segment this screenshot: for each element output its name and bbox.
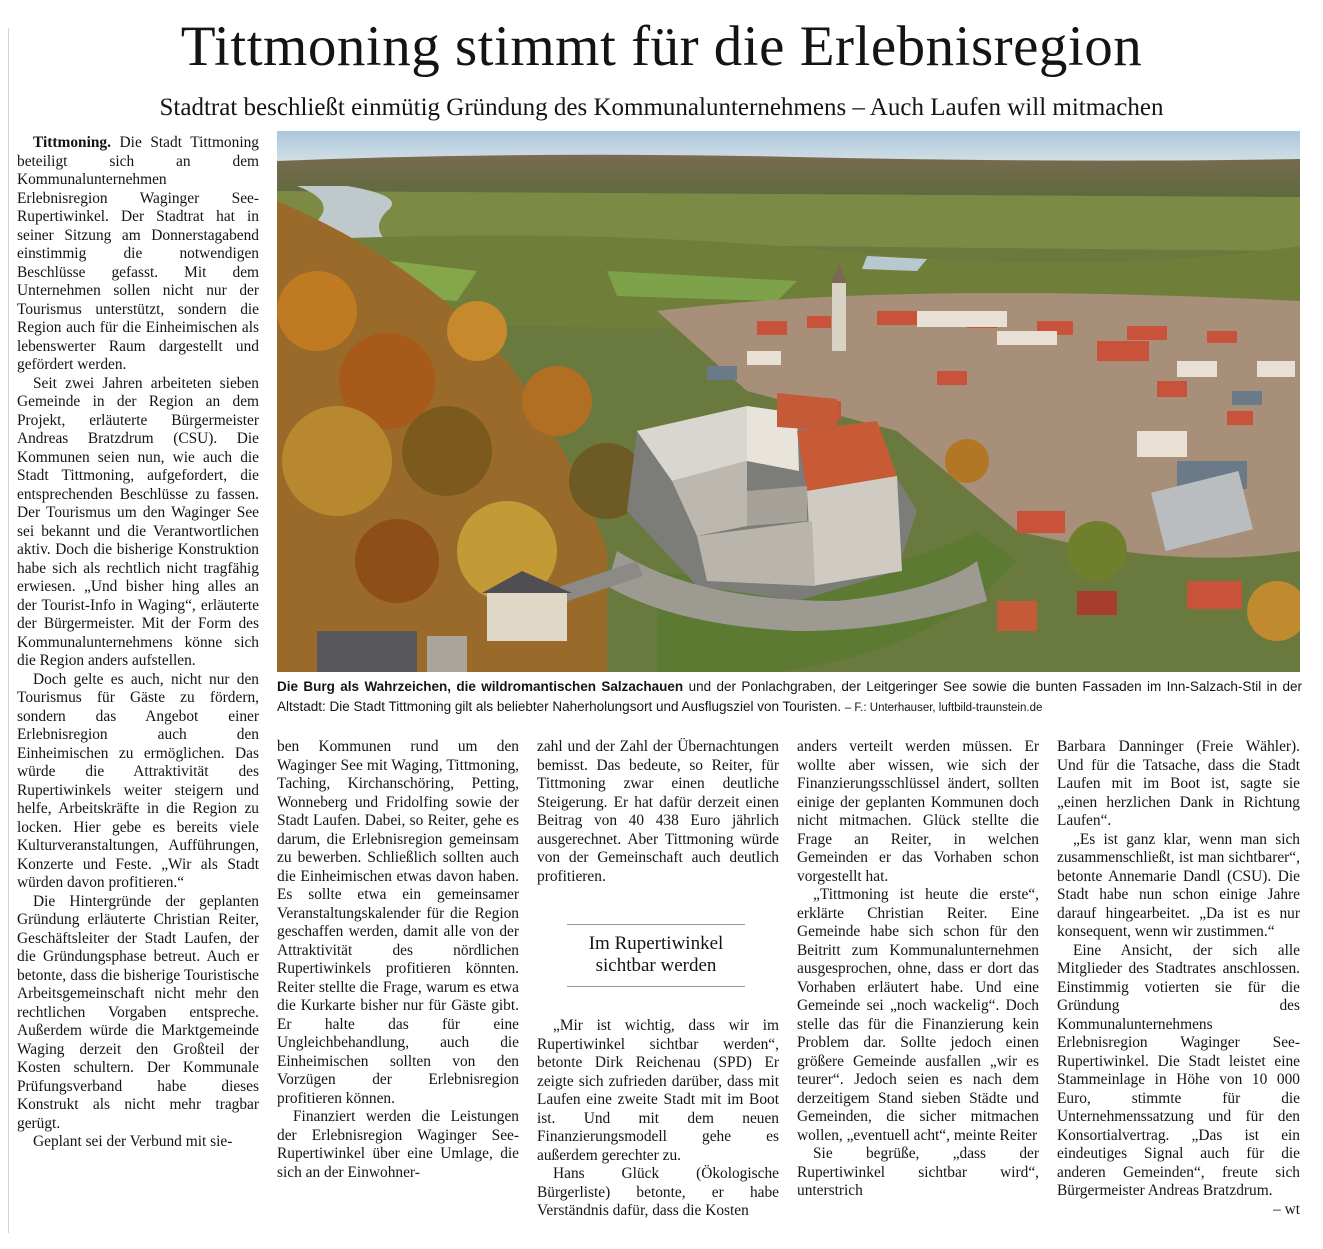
column-2: [277, 738, 519, 1182]
dateline: Tittmoning.: [33, 134, 111, 151]
paragraph: Tittmoning. Die Stadt Tittmoning beteiligt sich an dem Kommunalunternehmen Erlebnisregion Waginger See-Rupertiwinkel. Der Stadtrat hat in seiner Sitzung am Donnerstagabend einstimmig die notwendigen Beschlüsse gefasst. Mit dem Unternehmen sollen nicht nur der Tourismus unterstützt, sondern die Region auch für die Einheimischen als lebenswerter Raum dargestellt und gefördert werden.: [17, 134, 259, 373]
paragraph: Geplant sei der Verbund mit sie-: [33, 1133, 233, 1150]
paragraph: Seit zwei Jahren arbeiteten sieben Gemeinde in der Region an dem Projekt, erläuterte Bürgermeister Andreas Bratzdrum (CSU). Die Kommunen seien nun, wie auch die Stadt Tittmoning, aufgefordert, die entsprechenden Beschlüsse zu fassen. Der Tourismus um den Waginger See sei bekannt und die Verantwortlichen aktiv. Doch die bisherige Konstruktion habe sich als rechtlich nicht tragfähig erwiesen. „Und bisher hing alles an der Tourist-Info in Waging“, erläuterte der Bürgermeister. Mit der Form des Kommunalunternehmens könne sich die Region anders aufstellen.: [17, 374, 259, 669]
paragraph: Finanziert werden die Leistungen der Erlebnisregion Waginger See-Rupertiwinkel über eine Umlage, die sich an der Einwohner-: [277, 1108, 519, 1181]
headline: Tittmoning stimmt für die Erlebnisregion: [180, 15, 1143, 78]
divider: [567, 986, 745, 987]
divider: [567, 924, 745, 925]
paragraph: Doch gelte es auch, nicht nur den Tourismus für Gäste zu fördern, sondern das Angebot einer Erlebnisregion auch den Einheimischen zu ermöglichen. Das würde die Attraktivität des Rupertiwinkels weiter steigern und helfe, Arbeitskräfte in die Region zu locken. Hier gebe es bereits viele Kulturveranstaltungen, Aufführungen, Konzerte und Feste. „Wir als Stadt würden davon profitieren.“: [17, 670, 259, 891]
subheading-box: [567, 924, 745, 987]
caption-bold: Die Burg als Wahrzeichen, die wildromantischen Salzachauen: [277, 679, 684, 694]
page-edge-line: [8, 28, 9, 1233]
paragraph: anders verteilt werden müssen. Er wollte aber wissen, wie sich der Finanzierungsschlüssel ändert, sollten einige der geplanten Kommunen doch nicht mitmachen. Glück stellte die Frage an Reiter, in welchen Gemeinden er das Vorhaben schon vorgestellt hat.: [797, 738, 1039, 885]
paragraph: Sie begrüße, „dass der Rupertiwinkel sichtbar wird“, unterstrich: [797, 1145, 1039, 1199]
paragraph: zahl und der Zahl der Übernachtungen bemisst. Das bedeute, so Reiter, für Tittmoning zwar einen deutliche Steigerung. Er hat dafür derzeit einen Beitrag von 40 438 Euro jährlich ausgerechnet. Aber Tittmoning würde von der Gemeinschaft auch deutlich profitieren.: [537, 738, 779, 885]
caption-text: und der Ponlachgraben, der Leitgeringer See sowie die bunten Fassaden im Inn-Salzach-Stil in der Altstadt: Die Stadt Tittmoning gilt als beliebter Naherholungsort und Ausflugsziel von Touristen.: [277, 679, 1302, 714]
photo-caption: [277, 677, 1302, 718]
paragraph: „Tittmoning ist heute die erste“, erklärte Christian Reiter. Eine Gemeinde habe sich schon für den Beitritt zum Kommunalunternehmen ausgesprochen, ohne, dass er dort das Vorhaben erläutert habe. Und eine Gemeinde sei „noch wackelig“. Doch stelle das für die Finanzierung kein Problem dar. Sollte jedoch einen größere Gemeinde ausfallen „wir es teurer“. Jedoch seien es nach dem derzeitigem Stand sieben Städte und Gemeinden, die sicher mitmachen wollen, „eventuell acht“, meinte Reiter: [797, 886, 1039, 1144]
column-5: [1057, 738, 1300, 1219]
column-4: [797, 738, 1039, 1201]
paragraph: ben Kommunen rund um den Waginger See mit Waging, Tittmoning, Taching, Kirchanschöring, Petting, Wonneberg und Fridolfing sowie der Stadt Laufen. Dabei, so Reiter, gehe es darum, die Erlebnisregion gemeinsam zu bewerben. Schließlich sollten auch die Einheimischen etwas davon haben. Es sollte etwa ein gemeinsamer Veranstaltungskalender für die Region geschaffen werden, damit alle von der Attraktivität des nördlichen Rupertiwinkels profitieren könnten. Reiter stellte die Frage, warum es etwa die Kurkarte bisher nur für Gäste gibt. Er halte das für eine Ungleichbehandlung, auch die Einheimischen sollten von den Vorzügen der Erlebnisregion profitieren können.: [277, 738, 519, 1107]
paragraph: Hans Glück (Ökologische Bürgerliste) betonte, er habe Verständnis dafür, dass die Kosten: [537, 1165, 779, 1219]
column-3-bottom: [537, 1017, 779, 1221]
column-1: [17, 134, 259, 1152]
paragraph: „Es ist ganz klar, wenn man sich zusammenschließt, ist man sichtbarer“, betonte Annemarie Dandl (CSU). Die Stadt habe nun schon einige Jahre darauf hingearbeitet. „Da ist es nur konsequent, wenn wir zustimmen.“: [1057, 830, 1300, 940]
paragraph: Eine Ansicht, der sich alle Mitglieder des Stadtrates anschlossen. Einstimmig votierten sie für die Gründung des Kommunalunternehmens Erlebnisregion Waginger See-Rupertiwinkel. Die Stadt leistet eine Stammeinlage in Höhe von 10 000 Euro, stimmte für die Unternehmenssatzung und für den Konsortialvertrag. „Das ist ein eindeutiges Signal auch für die anderen Gemeinden“, freute sich Bürgermeister Andreas Bratzdrum. – wt: [1057, 941, 1300, 1218]
paragraph: Barbara Danninger (Freie Wähler). Und für die Tatsache, dass die Stadt Laufen mit im Boot ist, sagte sie „einen herzlichen Dank in Richtung Laufen“.: [1057, 738, 1300, 829]
aerial-photo: [277, 131, 1300, 672]
paragraph: „Mir ist wichtig, dass wir im Rupertiwinkel sichtbar werden“, betonte Dirk Reichenau (SPD) Er zeigte sich zufrieden darüber, dass mit Laufen eine zweite Stadt mit im Boot ist. Und mit dem neuen Finanzierungsmodell gehe es außerdem gerechter zu.: [537, 1017, 779, 1164]
paragraph: Die Hintergründe der geplanten Gründung erläuterte Christian Reiter, Geschäftsleiter der Stadt Laufen, der die Gründungsphase betreut. Auch er betonte, dass die bisherige Touristische Arbeitsgemeinschaft nicht mehr den rechtlichen Vorgaben entspreche. Außerdem würde die Marktgemeinde Waging derzeit den Großteil der Kosten schultern. Der Kommunale Prüfungsverband habe dieses Konstrukt als nicht mehr tragbar gerügt.: [17, 892, 259, 1132]
author-signature: – wt: [1273, 1200, 1300, 1218]
box-heading: Im Rupertiwinkel sichtbar werden: [588, 933, 724, 976]
photo-credit: – F.: Unterhauser, luftbild-traunstein.de: [844, 702, 1043, 714]
column-3-top: [537, 738, 779, 886]
subheadline: Stadtrat beschließt einmütig Gründung des Kommunalunternehmens – Auch Laufen will mitmachen: [159, 94, 1164, 121]
castle-aerial-image: [277, 131, 1300, 672]
